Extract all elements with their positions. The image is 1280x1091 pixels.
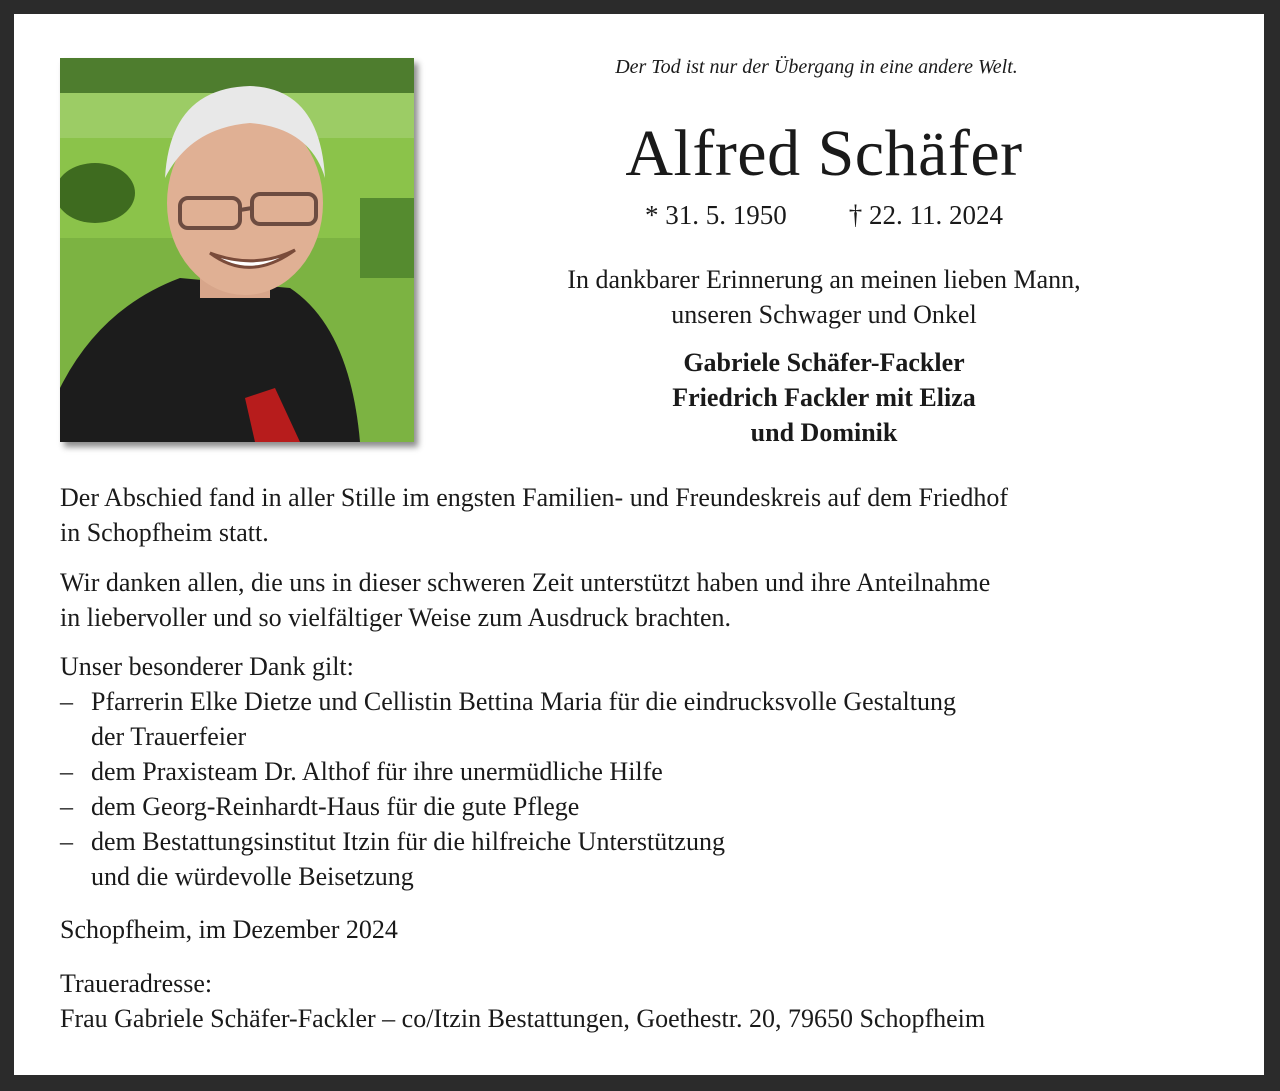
address-label: Traueradresse: [60,969,213,998]
list-item-line: und die würdevolle Beisetzung [91,862,414,891]
portrait-photo [60,58,414,442]
address-text: Frau Gabriele Schäfer-Fackler – co/Itzin Bestattungen, Goethestr. 20, 79650 Schopfheim [60,1004,986,1033]
mourner-line: Gabriele Schäfer-Fackler [683,348,965,377]
dash-bullet: – [60,827,73,856]
place-and-date: Schopfheim, im Dezember 2024 [60,915,398,944]
list-item [60,684,1230,754]
farewell-line: Der Abschied fand in aller Stille im engsten Familien- und Freundeskreis auf dem Friedhof [60,483,1009,512]
mourner-line: und Dominik [750,418,898,447]
remembrance-line: unseren Schwager und Onkel [671,300,977,329]
farewell-line: in Schopfheim statt. [60,518,269,547]
list-item [60,789,1230,824]
obituary-notice [14,14,1264,1075]
list-item-line: Pfarrerin Elke Dietze und Cellistin Bettina Maria für die eindrucksvolle Gestaltung [91,687,956,716]
thanks-paragraph [60,565,1230,635]
remembrance-line: In dankbarer Erinnerung an meinen lieben Mann, [567,265,1081,294]
death-date: † 22. 11. 2024 [848,200,1003,230]
deceased-name: Alfred Schäfer [625,117,1023,190]
list-item-line: dem Georg-Reinhardt-Haus für die gute Pflege [91,792,580,821]
dash-bullet: – [60,792,73,821]
mourners-names [414,345,1234,450]
dash-bullet: – [60,687,73,716]
list-item [60,824,1230,894]
farewell-paragraph [60,480,1230,550]
special-thanks-section [60,649,1230,894]
list-item-line: dem Praxisteam Dr. Althof für ihre unermüdliche Hilfe [91,757,663,786]
list-item [60,754,1230,789]
dash-bullet: – [60,757,73,786]
birth-date: * 31. 5. 1950 [645,200,787,230]
life-dates [414,200,1234,231]
remembrance-text [414,262,1234,332]
thanks-line: Wir danken allen, die uns in dieser schweren Zeit unterstützt haben und ihre Anteilnahme [60,568,991,597]
mourner-line: Friedrich Fackler mit Eliza [672,383,976,412]
motto: Der Tod ist nur der Übergang in eine andere Welt. [615,56,1018,78]
mourning-address [60,966,1230,1036]
thanks-line: in liebervoller und so vielfältiger Weise zum Ausdruck brachten. [60,603,732,632]
special-thanks-intro: Unser besonderer Dank gilt: [60,652,354,681]
list-item-line: der Trauerfeier [91,722,247,751]
list-item-line: dem Bestattungsinstitut Itzin für die hilfreiche Unterstützung [91,827,725,856]
